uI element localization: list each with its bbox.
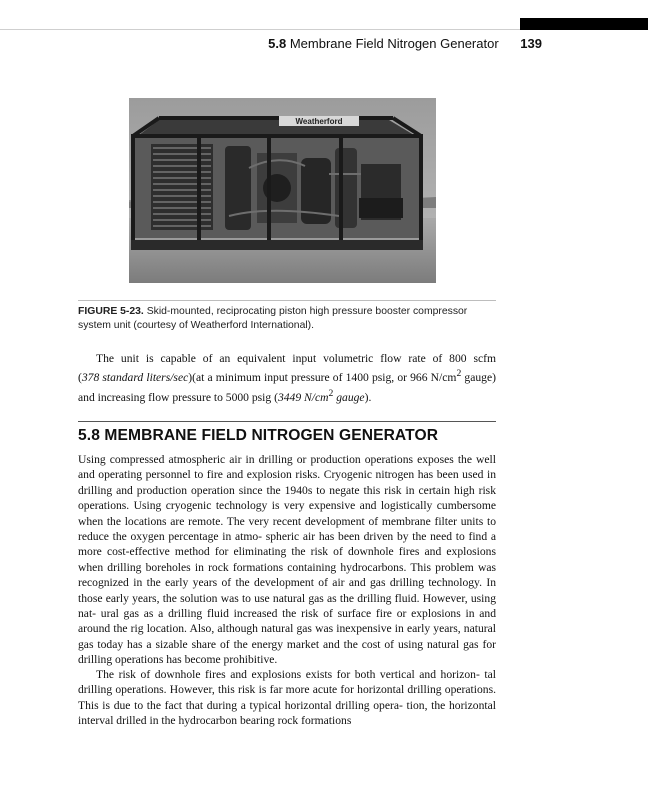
figure-caption-text: Skid-mounted, reciprocating piston high pressure booster compressor system unit (courtesy of Weatherford International). bbox=[78, 306, 468, 331]
intro-paragraph-gauge: gauge bbox=[333, 390, 365, 404]
section-rule bbox=[78, 421, 496, 422]
figure-photo-compressor-skid bbox=[129, 98, 436, 283]
intro-paragraph-line1: The unit is capable of an equivalent input volumetric flow rate of 800 scfm bbox=[96, 352, 496, 365]
caption-rule bbox=[78, 300, 496, 301]
running-head bbox=[240, 36, 542, 56]
intro-paragraph-text: ( bbox=[78, 371, 82, 385]
intro-paragraph-flow-metric: 378 standard liters/sec bbox=[81, 371, 189, 385]
intro-paragraph-text: )(at a minimum input pressure of 1400 psig, or 966 N/ bbox=[188, 371, 443, 385]
running-head-title: Membrane Field Nitrogen Generator bbox=[289, 36, 499, 51]
page-number: 139 bbox=[520, 36, 542, 51]
figure-caption bbox=[78, 305, 498, 333]
figure-photo-logo-text: Weatherford bbox=[295, 117, 343, 126]
section-paragraph-1: Using compressed atmospheric air in drilling or production operations exposes the well and operating personnel to fire and explosion risks. Cryogenic nitrogen has been used in drilling and production operation since the 1940s to negate this risk in certain high risk operations. Using cryogenic technology is very expensive and logistically cumbersome when the locations are remote. The very recent development of membrane filter units to reduce the oxygen percentage in atmo- spheric air has been driven by the need to find a more cost-effective method for eliminating the risk of downhole fires and explosions when drilling boreholes in rock formations containing hydrocarbons. This problem was recognized in the early years of the development of air and gas drilling technology. In those early years, the solution was to use natural gas as the drilling fluid. However, using nat- ural gas as a drilling fluid increased the risk of surface fire or explosions in and around the rig location. Also, although natural gas was inexpensive in early years, natural gas today has a sizable share of the energy market and the cost of using natural gas for drilling operations has become prohibitive. bbox=[78, 453, 496, 667]
section-paragraph-2: The risk of downhole fires and explosions exists for both vertical and horizon- tal drilling operations. However, this risk is far more acute for horizontal drilling operations. This is due to the fact that during a typical horizontal drilling opera- tion, the horizontal interval drilled in the hydrocarbon bearing rock formations bbox=[78, 668, 496, 728]
intro-paragraph-pressure-metric: 3449 N/cm bbox=[277, 390, 329, 404]
intro-paragraph-text: ). bbox=[364, 390, 372, 404]
running-head-section-number: 5.8 bbox=[268, 36, 287, 51]
intro-paragraph-superscript: 2 bbox=[456, 368, 462, 380]
intro-paragraph-text: gauge) and increasing flow pressure to 5000 psig ( bbox=[78, 371, 496, 404]
intro-paragraph-unit: cm bbox=[442, 371, 457, 385]
page-tab-marker bbox=[520, 18, 648, 30]
intro-paragraph bbox=[78, 351, 496, 405]
figure-caption-label: FIGURE 5-23. bbox=[78, 306, 144, 317]
section-heading: 5.8 MEMBRANE FIELD NITROGEN GENERATOR bbox=[78, 427, 439, 444]
intro-paragraph-superscript: 2 bbox=[328, 387, 334, 399]
